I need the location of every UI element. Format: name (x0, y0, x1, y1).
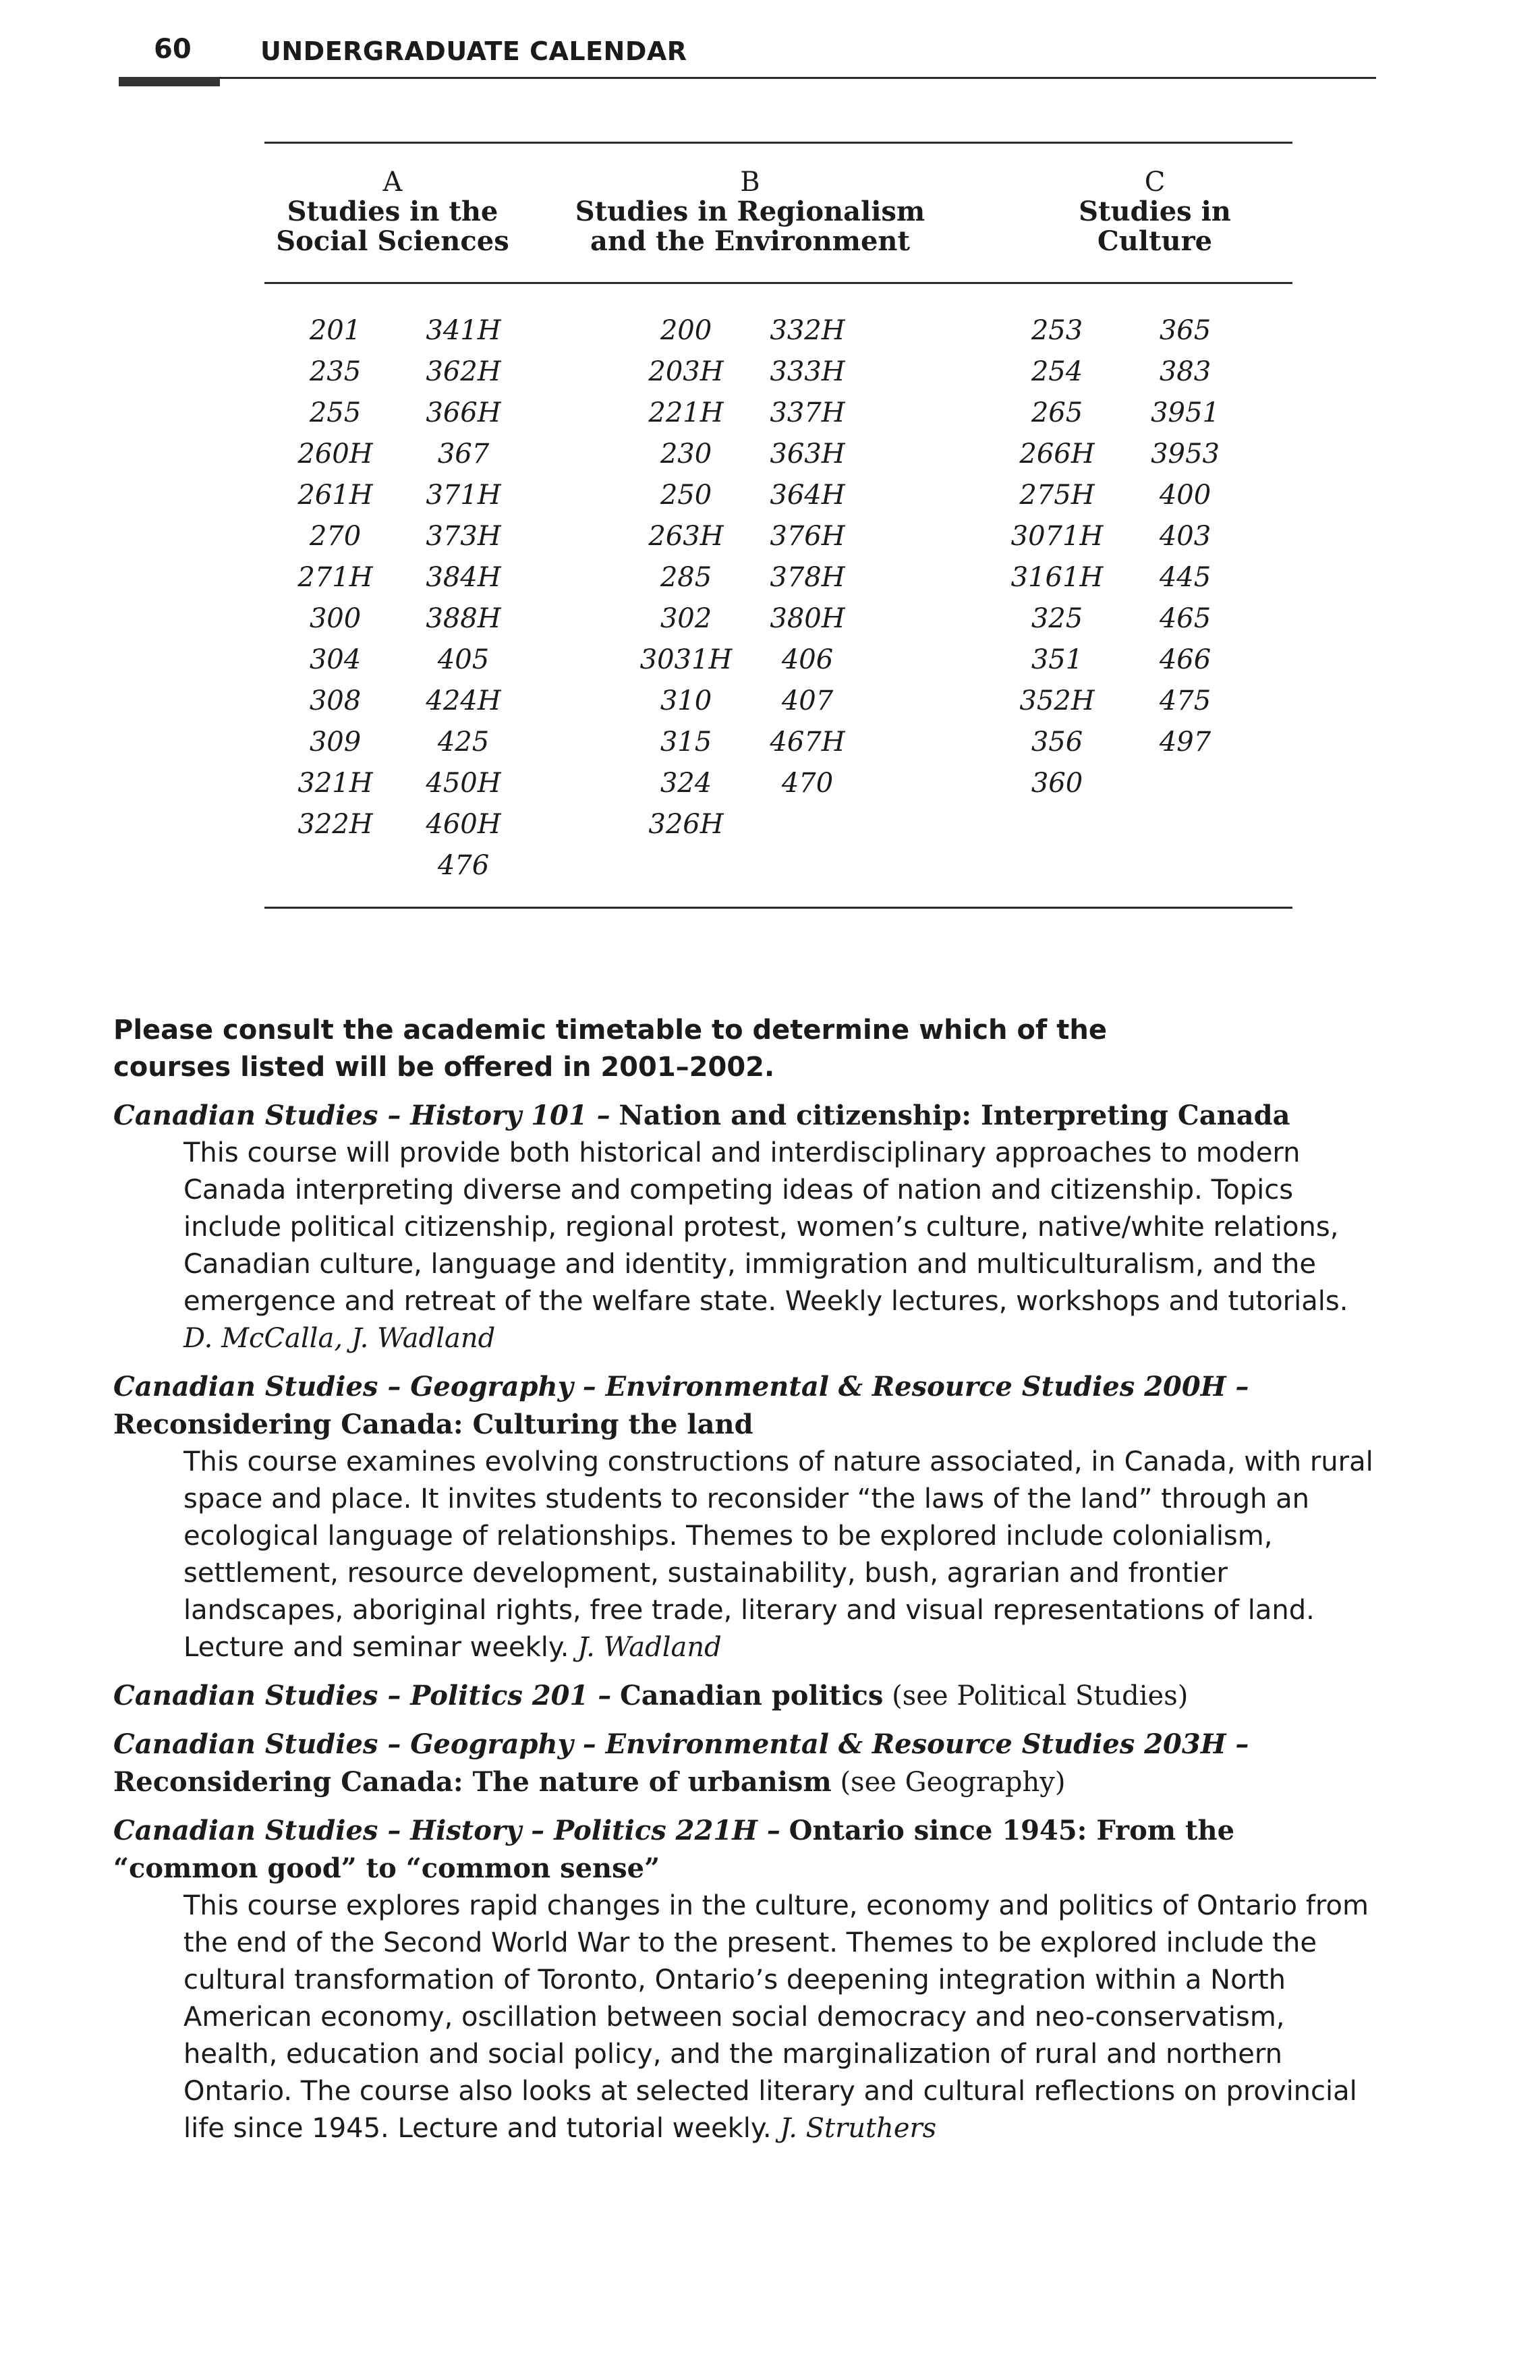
course-number: 352H (1019, 685, 1095, 716)
course-number: 261H (297, 480, 373, 511)
column-a-right-list (406, 310, 521, 886)
course-heading (113, 1097, 1375, 1135)
course-number: 405 (437, 644, 490, 675)
course-entry (113, 1097, 1375, 1357)
course-description-text: This course explores rapid changes in the culture, economy and politics of Ontario from the end of the Second World War to the present. Themes to be explored include the cultural transformation of Toronto, Ontario’s deepening integration within a North American economy, oscillation between social democracy and neo-conservatism, health, education and social policy, and the marginalization of rural and northern Ontario. The course also looks at selected literary and cultural reflections on provincial life since 1945. Lecture and tutorial weekly. (183, 1890, 1369, 2144)
course-number: 3951 (1151, 397, 1220, 428)
course-heading (113, 1726, 1375, 1801)
course-number: 275H (1019, 480, 1095, 511)
course-number: 351 (1031, 644, 1083, 675)
course-number: 470 (781, 768, 834, 799)
course-number: 362H (426, 356, 501, 387)
course-category: Canadian Studies – History – Politics 221H – (113, 1815, 780, 1846)
column-title-line1: Studies in (1079, 196, 1231, 227)
course-number: 360 (1031, 768, 1083, 799)
course-number: 364H (770, 480, 845, 511)
course-crossref: (see Geography) (840, 1767, 1066, 1798)
course-number: 475 (1159, 685, 1211, 716)
course-number: 324 (660, 768, 712, 799)
header-rule (119, 77, 1376, 79)
course-number: 403 (1159, 521, 1211, 552)
course-number: 308 (309, 685, 362, 716)
column-letter: C (1144, 167, 1166, 198)
column-a-left-list (278, 310, 393, 845)
column-title-line2: and the Environment (590, 225, 910, 257)
course-number: 356 (1031, 727, 1083, 758)
course-number: 235 (309, 356, 362, 387)
course-number: 302 (660, 603, 712, 634)
table-top-rule (264, 142, 1292, 144)
course-number: 373H (426, 521, 501, 552)
course-entry (113, 1677, 1375, 1715)
course-instructors: J. Wadland (577, 1632, 722, 1663)
course-number: 337H (770, 397, 845, 428)
course-number: 265 (1031, 397, 1083, 428)
course-number: 383 (1159, 356, 1211, 387)
course-number: 201 (309, 315, 362, 346)
course-number: 400 (1159, 480, 1211, 511)
course-description-text: This course will provide both historical and interdisciplinary approaches to modern Canada interpreting diverse and competing ideas of nation and citizenship. Topics include political citizenship, regional protest, women’s culture, native/white relations, Canadian culture, language and identity, immigration and multiculturalism, and the emergence and retreat of the welfare state. Weekly lectures, workshops and tutorials. (183, 1137, 1348, 1317)
course-number: 445 (1159, 562, 1211, 593)
course-number: 450H (426, 768, 501, 799)
column-c-right-list (1128, 310, 1243, 763)
course-number: 3953 (1151, 438, 1220, 470)
course-heading (113, 1368, 1375, 1444)
course-number: 309 (309, 727, 362, 758)
course-heading (113, 1677, 1375, 1715)
course-number: 378H (770, 562, 845, 593)
course-number: 203H (648, 356, 724, 387)
course-entry (113, 1726, 1375, 1801)
course-number: 326H (648, 809, 724, 840)
course-number: 325 (1031, 603, 1083, 634)
course-number: 321H (297, 768, 373, 799)
course-number: 465 (1159, 603, 1211, 634)
course-number: 371H (426, 480, 501, 511)
column-title-line2: Culture (1097, 225, 1213, 257)
table-bottom-rule (264, 907, 1292, 909)
course-number: 300 (309, 603, 362, 634)
course-number: 376H (770, 521, 845, 552)
course-number: 332H (770, 315, 845, 346)
course-number: 3031H (639, 644, 733, 675)
column-b-heading (568, 167, 932, 256)
column-a-heading (264, 167, 521, 256)
course-groups-table (264, 142, 1292, 911)
course-number: 476 (437, 850, 490, 881)
course-title: Ontario since 1945: From the “common good” to “common sense” (113, 1815, 1235, 1884)
course-number: 315 (660, 727, 712, 758)
course-number: 260H (297, 438, 373, 470)
course-description (183, 1888, 1375, 2147)
column-letter: B (740, 167, 760, 198)
course-number: 310 (660, 685, 712, 716)
course-crossref: (see Political Studies) (892, 1680, 1189, 1711)
course-descriptions (113, 1012, 1375, 2147)
column-title-line1: Studies in the (287, 196, 498, 227)
column-letter: A (382, 167, 403, 198)
course-number: 407 (781, 685, 834, 716)
course-instructors: D. McCalla, J. Wadland (183, 1323, 496, 1354)
course-number: 270 (309, 521, 362, 552)
course-entry (113, 1368, 1375, 1666)
course-title: Nation and citizenship: Interpreting Canada (619, 1100, 1290, 1131)
course-number: 466 (1159, 644, 1211, 675)
course-number: 200 (660, 315, 712, 346)
table-header-rule (264, 282, 1292, 284)
course-number: 253 (1031, 315, 1083, 346)
running-title: UNDERGRADUATE CALENDAR (260, 36, 687, 66)
course-number: 380H (770, 603, 845, 634)
course-category: Canadian Studies – History 101 – (113, 1100, 610, 1131)
course-number: 341H (426, 315, 501, 346)
column-c-left-list (1000, 310, 1114, 804)
course-instructors: J. Struthers (780, 2113, 937, 2144)
course-number: 250 (660, 480, 712, 511)
course-number: 263H (648, 521, 724, 552)
course-number: 333H (770, 356, 845, 387)
course-number: 271H (297, 562, 373, 593)
course-number: 363H (770, 438, 845, 470)
course-number: 388H (426, 603, 501, 634)
course-title: Reconsidering Canada: Culturing the land (113, 1409, 753, 1440)
course-number: 365 (1159, 315, 1211, 346)
course-number: 255 (309, 397, 362, 428)
course-number: 384H (426, 562, 501, 593)
header-accent-bar (119, 77, 220, 86)
course-description-text: This course examines evolving constructions of nature associated, in Canada, with rural space and place. It invites students to reconsider “the laws of the land” through an ecological language of relationships. Themes to be explored include colonialism, settlement, resource development, sustainability, bush, agrarian and frontier landscapes, aboriginal rights, free trade, literary and visual representations of land. Lecture and seminar weekly. (183, 1446, 1373, 1663)
course-number: 304 (309, 644, 362, 675)
course-number: 266H (1019, 438, 1095, 470)
course-number: 230 (660, 438, 712, 470)
course-number: 424H (426, 685, 501, 716)
course-number: 285 (660, 562, 712, 593)
course-title: Canadian politics (619, 1680, 884, 1711)
course-number: 322H (297, 809, 373, 840)
course-number: 425 (437, 727, 490, 758)
course-number: 3071H (1010, 521, 1104, 552)
course-number: 3161H (1010, 562, 1104, 593)
course-category: Canadian Studies – Politics 201 – (113, 1680, 612, 1711)
column-b-left-list (629, 310, 743, 845)
course-heading (113, 1812, 1375, 1888)
column-b-right-list (750, 310, 865, 804)
course-number: 367 (437, 438, 490, 470)
course-number: 366H (426, 397, 501, 428)
course-category: Canadian Studies – Geography – Environmental & Resource Studies 200H – (113, 1371, 1249, 1402)
column-c-heading (1020, 167, 1290, 256)
course-number: 467H (770, 727, 845, 758)
course-number: 221H (648, 397, 724, 428)
course-number: 460H (426, 809, 501, 840)
course-number: 254 (1031, 356, 1083, 387)
course-description (183, 1444, 1375, 1666)
page-header (119, 28, 1376, 96)
column-title-line2: Social Sciences (276, 225, 509, 257)
course-entry (113, 1812, 1375, 2147)
course-category: Canadian Studies – Geography – Environmental & Resource Studies 203H – (113, 1728, 1249, 1760)
page-number: 60 (154, 34, 192, 65)
course-title: Reconsidering Canada: The nature of urbanism (113, 1766, 832, 1798)
timetable-note: Please consult the academic timetable to determine which of the courses listed will be offered in 2001–2002. (113, 1015, 1107, 1083)
column-title-line1: Studies in Regionalism (575, 196, 925, 227)
course-number: 497 (1159, 727, 1211, 758)
course-number: 406 (781, 644, 834, 675)
course-description (183, 1135, 1375, 1357)
